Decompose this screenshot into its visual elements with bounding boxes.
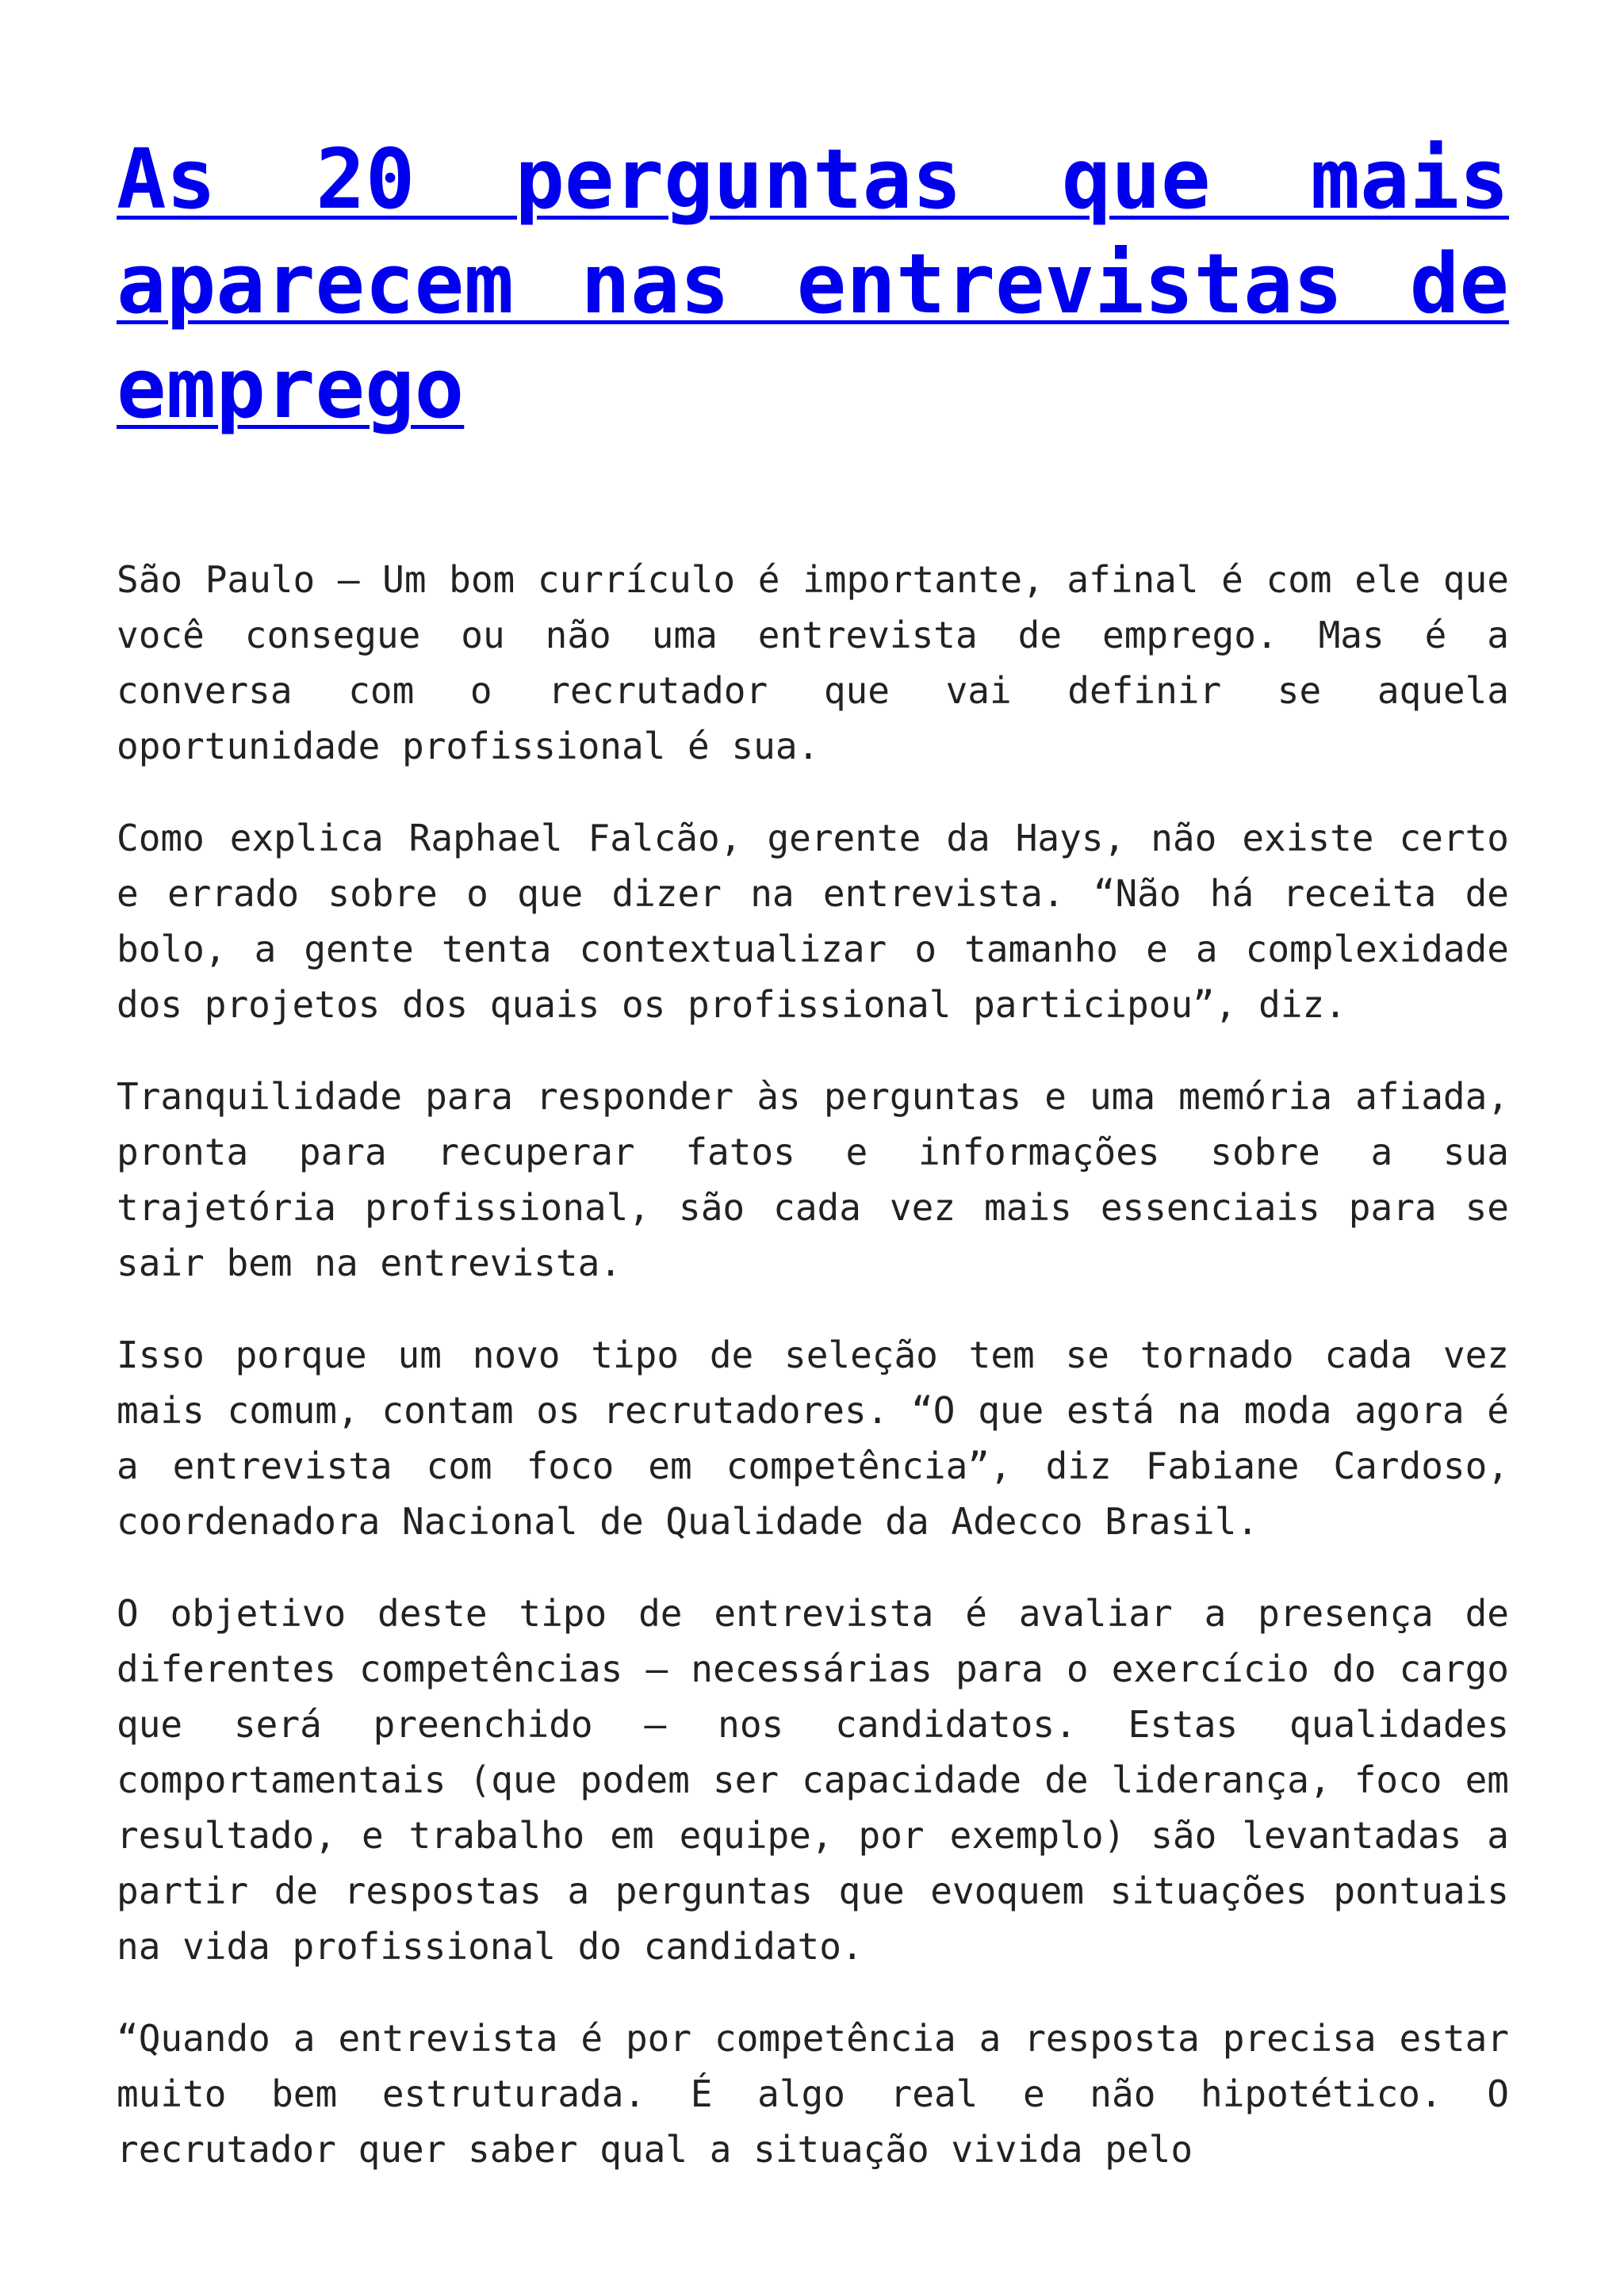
article-title-link[interactable]: As 20 perguntas que mais aparecem nas entrevistas de emprego [117,131,1509,437]
article-title [117,127,1509,441]
article-body [117,552,1509,2177]
paragraph-raphael-quote: Como explica Raphael Falcão, gerente da Hays, não existe certo e errado sobre o que dizer na entrevista. “Não há receita de bolo, a gente tenta contextualizar o tamanho e a complexidade dos projetos dos quais os profissional participou”, diz. [117,817,1509,1026]
article [117,127,1509,2214]
paragraph-novo-tipo-selecao: Isso porque um novo tipo de seleção tem se tornado cada vez mais comum, contam os recrutadores. “O que está na moda agora é a entrevista com foco em competência”, diz Fabiane Cardoso, coordenadora Nacional de Qualidade da Adecco Brasil. [117,1334,1509,1543]
paragraph-intro: São Paulo – Um bom currículo é importante, afinal é com ele que você consegue ou não uma entrevista de emprego. Mas é a conversa com o recrutador que vai definir se aquela oportunidade profissional é sua. [117,558,1509,767]
paragraph-objetivo: O objetivo deste tipo de entrevista é avaliar a presença de diferentes competências – necessárias para o exercício do cargo que será preenchido – nos candidatos. Estas qualidades comportamentais (que podem ser capacidade de liderança, foco em resultado, e trabalho em equipe, por exemplo) são levantadas a partir de respostas a perguntas que evoquem situações pontuais na vida profissional do candidato. [117,1592,1509,1968]
paragraph-tranquilidade: Tranquilidade para responder às perguntas e uma memória afiada, pronta para recuperar fatos e informações sobre a sua trajetória profissional, são cada vez mais essenciais para se sair bem na entrevista. [117,1075,1509,1284]
paragraph-competencia-quote: “Quando a entrevista é por competência a resposta precisa estar muito bem estruturada. É algo real e não hipotético. O recrutador quer saber qual a situação vivida pelo [117,2017,1509,2171]
